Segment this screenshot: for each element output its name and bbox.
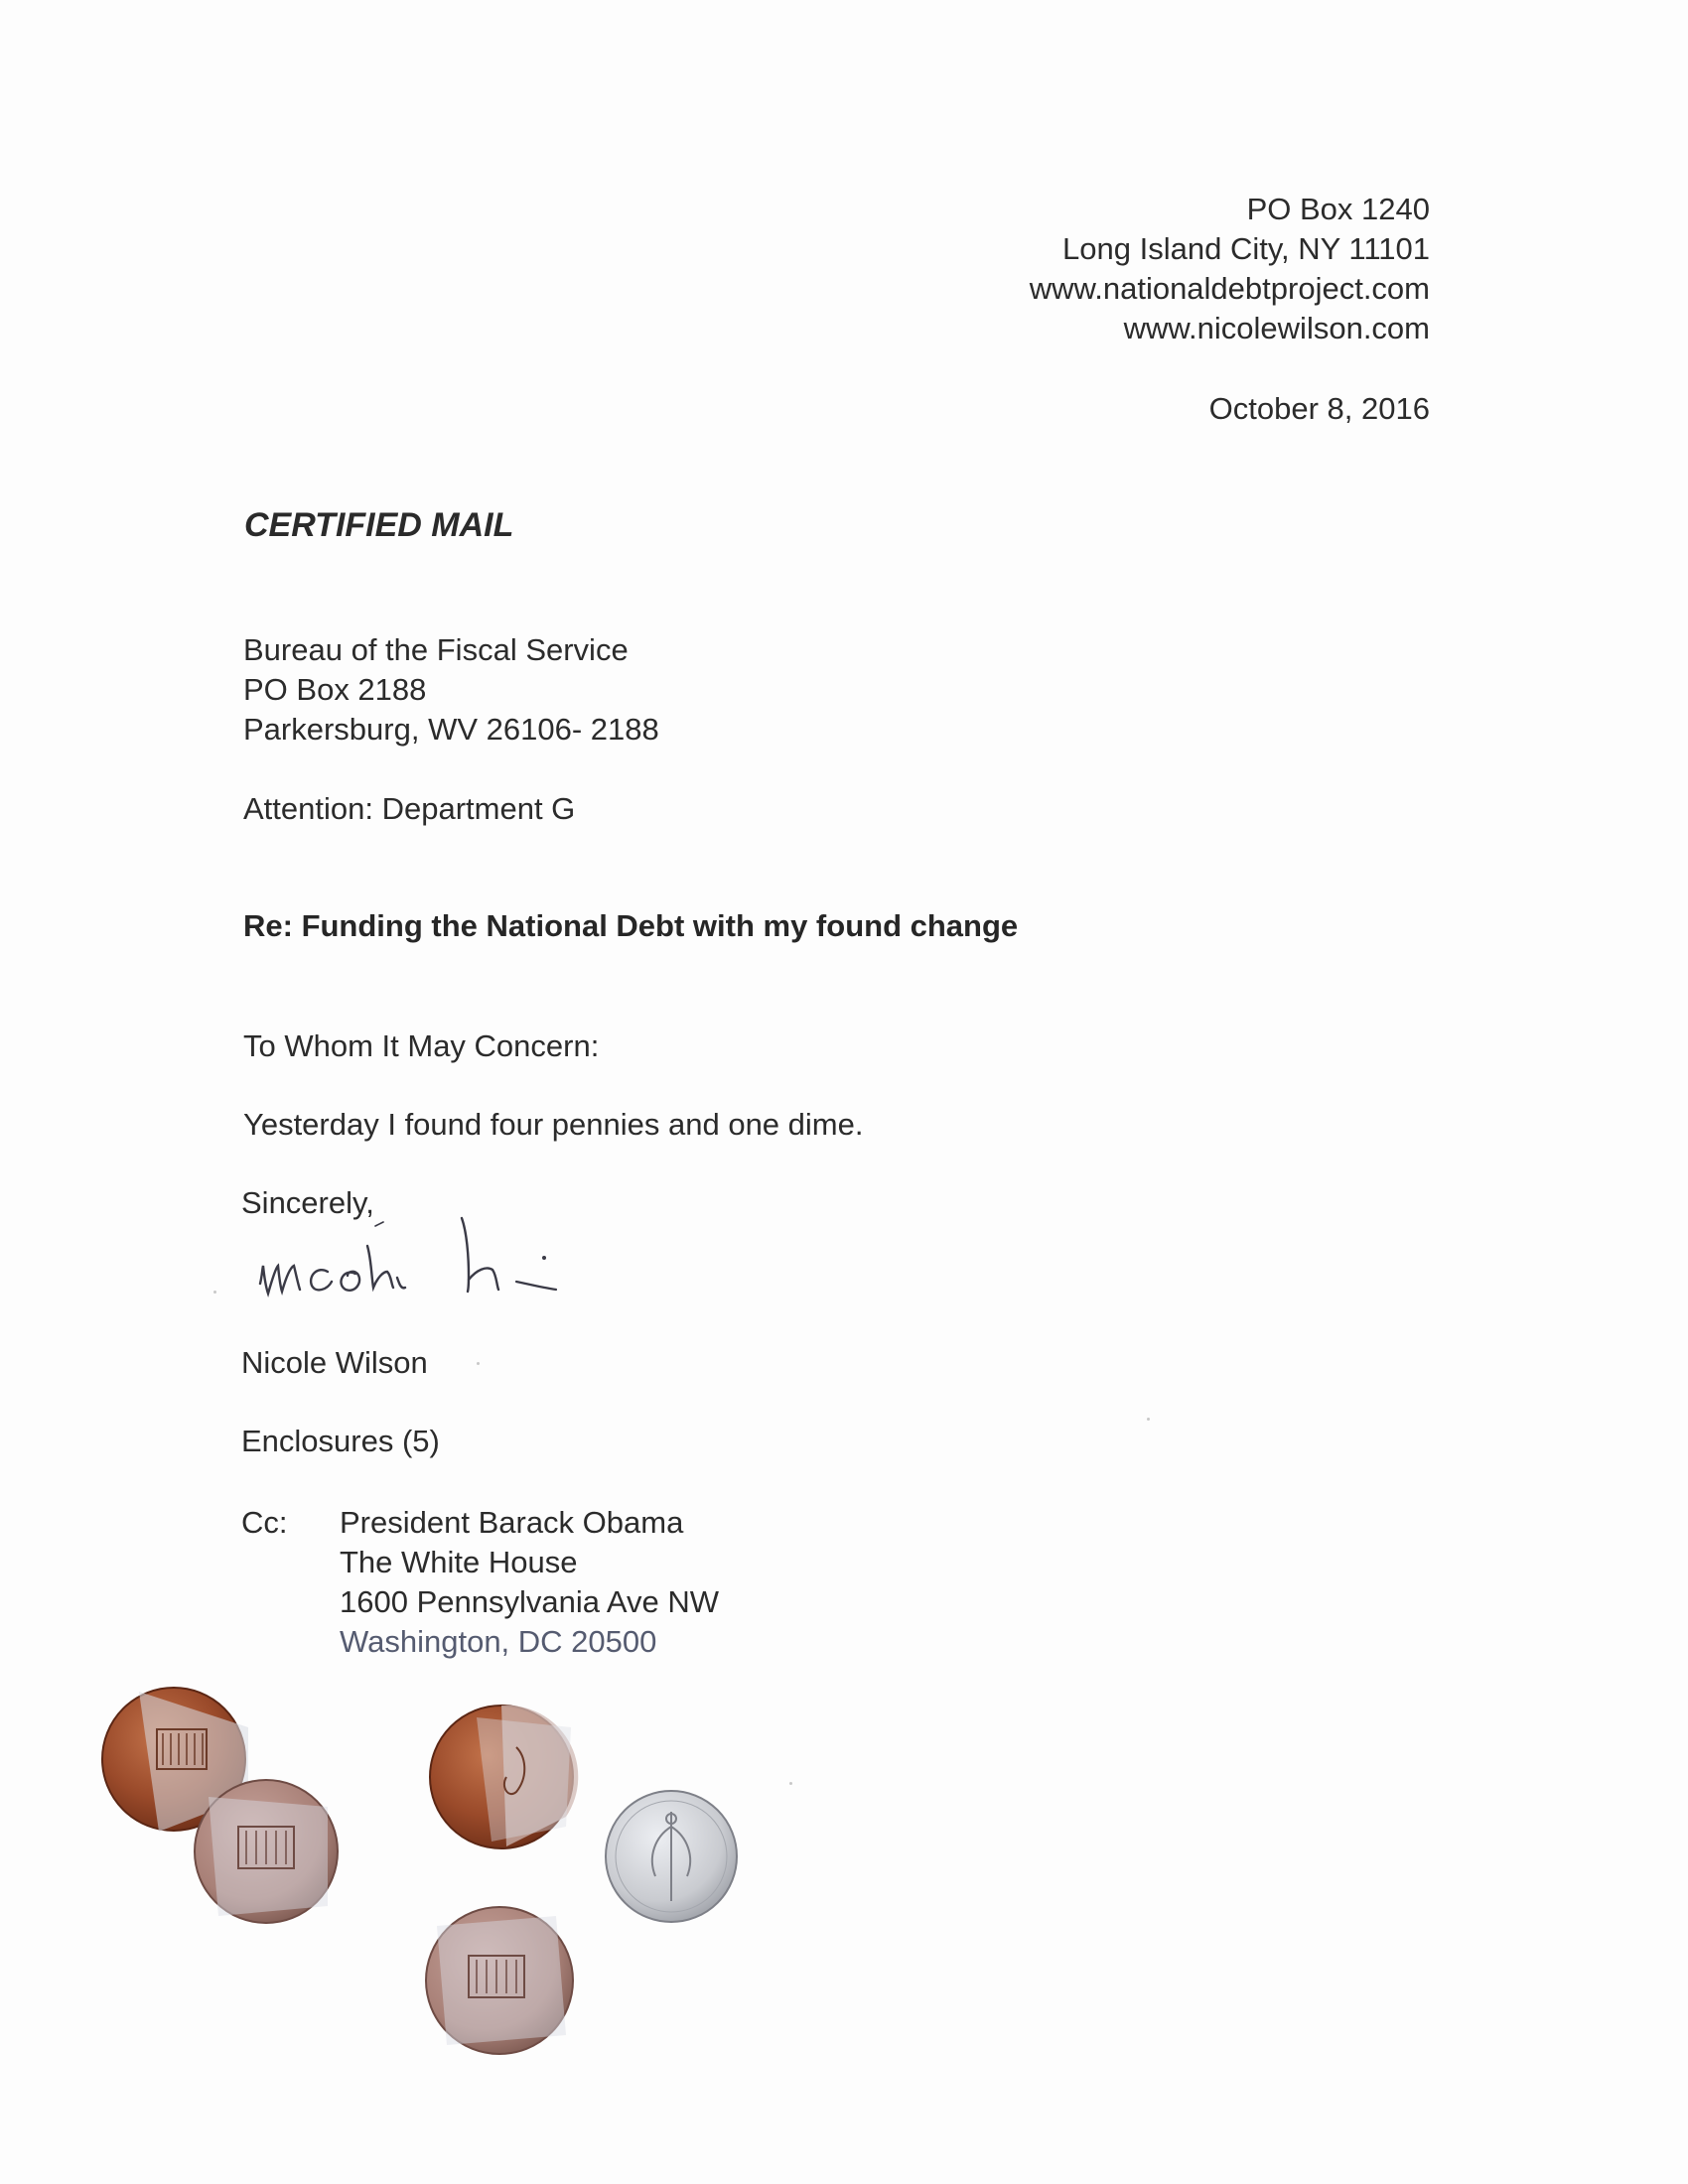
cc-address-block [340,1503,719,1662]
subject-line: Re: Funding the National Debt with my found change [243,908,1019,943]
cc-city-state-zip: Washington, DC 20500 [340,1624,657,1659]
recipient-po-box: PO Box 2188 [243,672,427,707]
enclosures-line: Enclosures (5) [241,1424,440,1458]
sender-address-block [1030,190,1430,348]
recipient-city-state-zip: Parkersburg, WV 26106- 2188 [243,712,659,747]
handwritten-signature [248,1206,645,1325]
recipient-name: Bureau of the Fiscal Service [243,632,629,667]
paper-speck [477,1362,480,1365]
certified-mail-heading: CERTIFIED MAIL [244,506,514,544]
signer-name: Nicole Wilson [241,1345,428,1380]
dime-coin [606,1791,737,1922]
cc-name: President Barack Obama [340,1505,684,1540]
letter-date: October 8, 2016 [1208,391,1430,426]
cc-label: Cc: [241,1505,288,1540]
penny-coin-4 [426,1907,573,2054]
paper-speck [789,1782,792,1785]
taped-coins-image [99,1668,794,2065]
penny-coin-3 [430,1706,578,1848]
sender-website-2: www.nicolewilson.com [1123,311,1430,345]
sender-website-1: www.nationaldebtproject.com [1029,271,1430,306]
letter-body: Yesterday I found four pennies and one dime. [243,1107,864,1142]
cc-street: 1600 Pennsylvania Ave NW [340,1584,719,1619]
salutation: To Whom It May Concern: [243,1028,600,1063]
paper-speck [213,1291,216,1294]
closing: Sincerely, [241,1185,374,1220]
paper-speck [1147,1418,1150,1421]
recipient-address-block [243,630,659,750]
cc-org: The White House [340,1545,578,1579]
attention-line: Attention: Department G [243,791,576,826]
sender-address-line2: Long Island City, NY 11101 [1062,231,1430,266]
penny-coin-2 [195,1780,338,1923]
sender-address-line1: PO Box 1240 [1246,192,1430,226]
